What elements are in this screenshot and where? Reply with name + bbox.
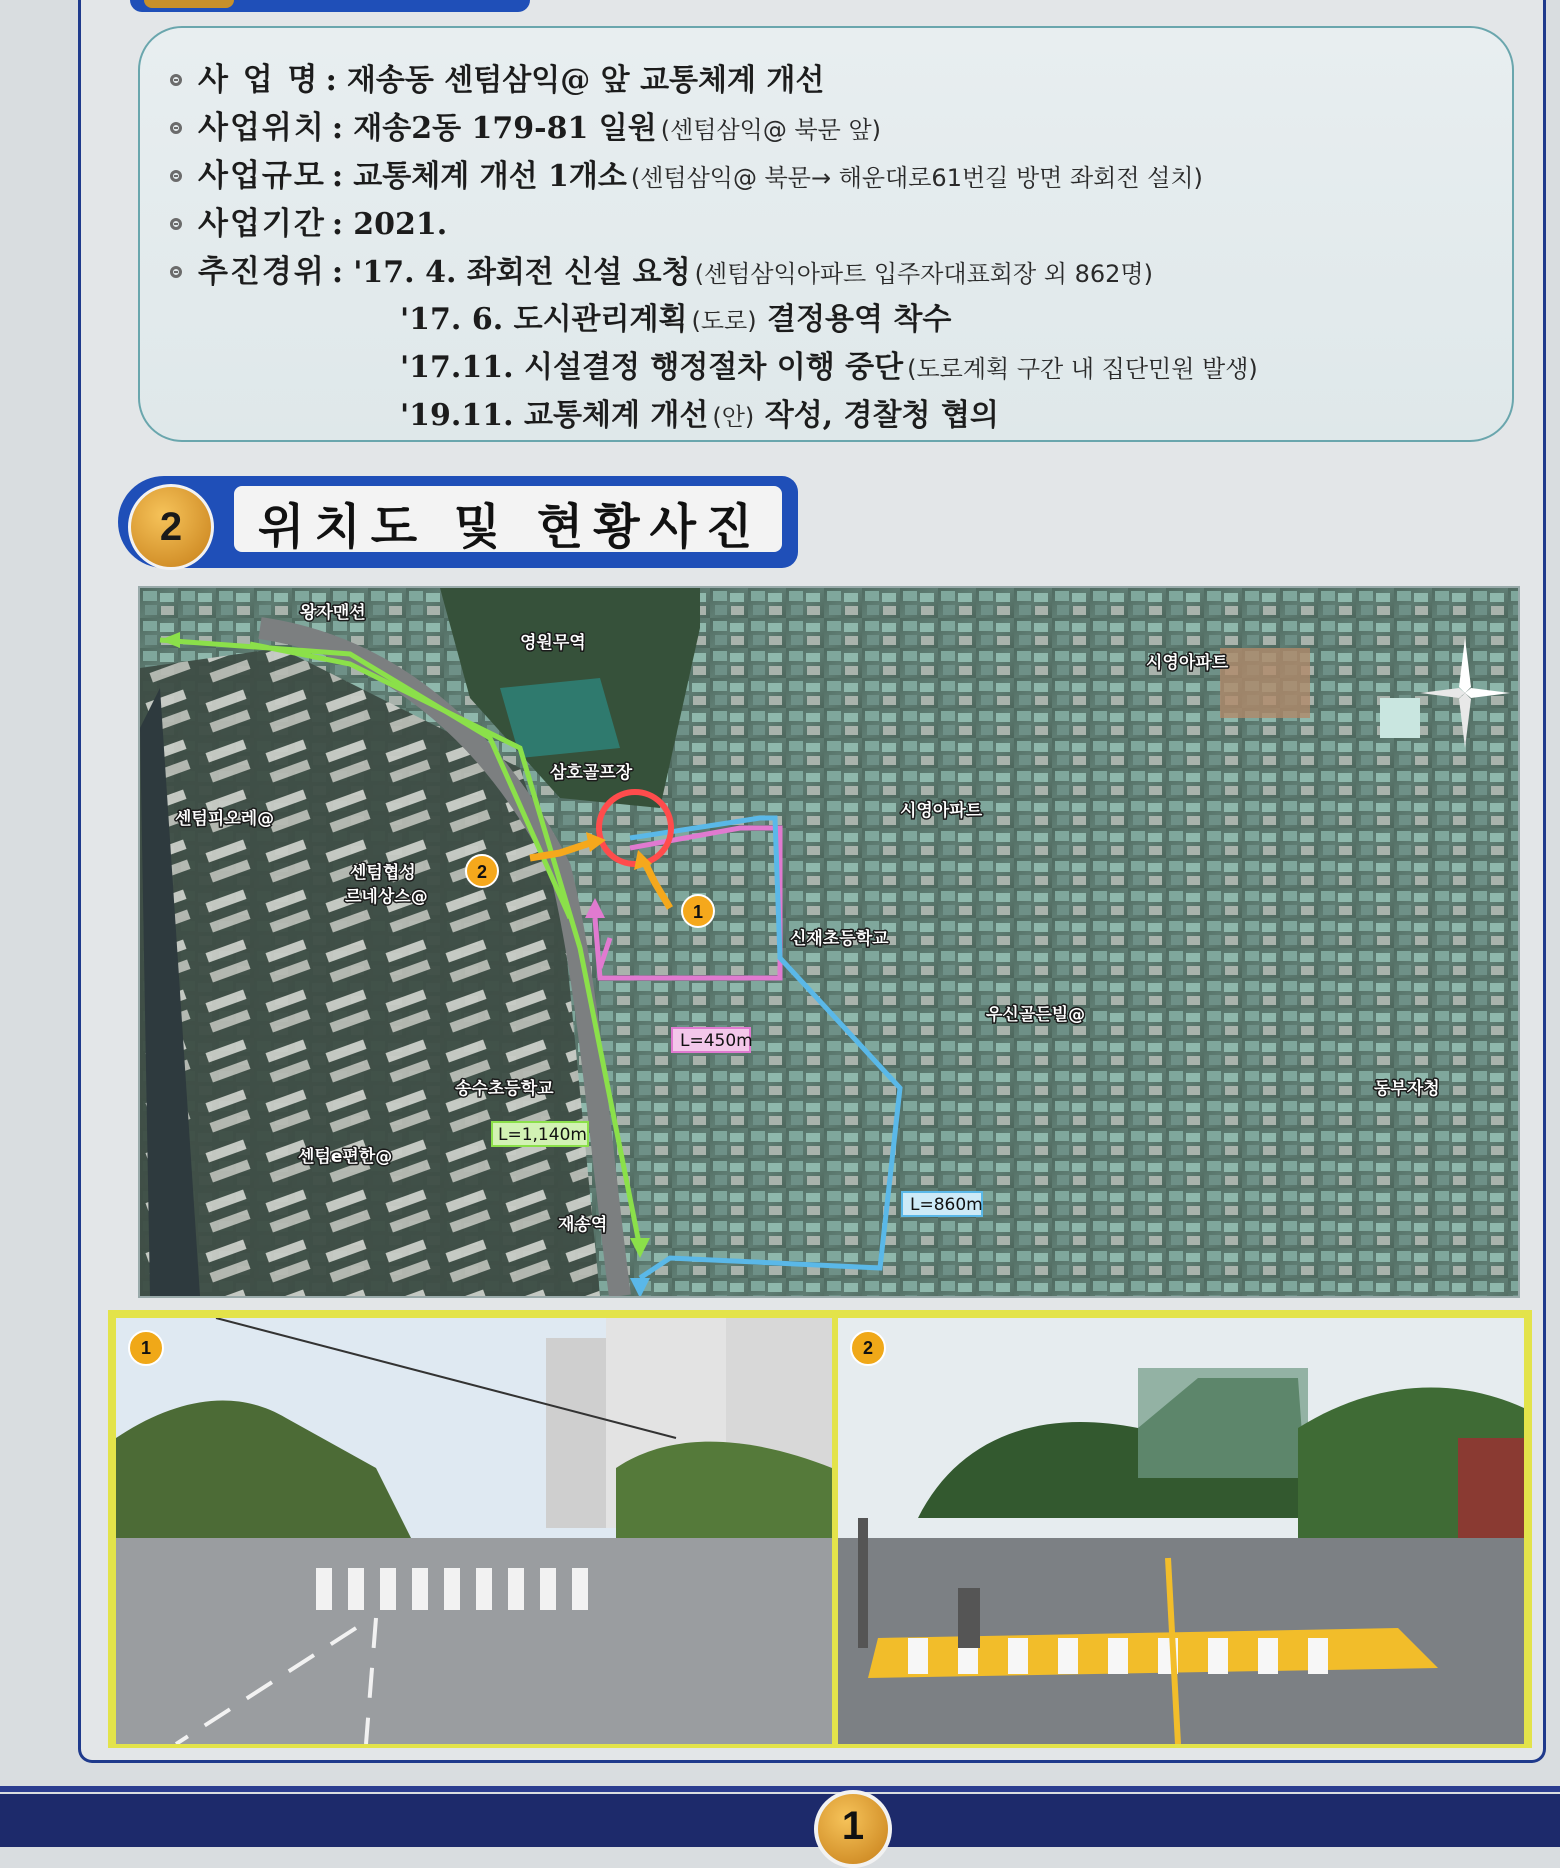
history-note: (안)	[712, 403, 755, 431]
history-note: (도로계획 구간 내 집단민원 발생)	[907, 355, 1258, 383]
history-value: '17.11. 시설결정 행정절차 이행 중단	[400, 350, 904, 385]
place-label: 신재초등학교	[790, 929, 889, 949]
section-header	[118, 476, 798, 568]
photo-1-badge: 1	[128, 1330, 164, 1366]
colon: :	[325, 62, 337, 98]
history-value: '19.11. 교통체계 개선	[400, 398, 709, 433]
row-note: (센텀삼익@ 북문→ 해운대로61번길 방면 좌회전 설치)	[630, 164, 1203, 192]
section-title: 위치도 및 현황사진	[258, 499, 763, 555]
place-label: 동부자청	[1374, 1079, 1440, 1099]
site-photo-1	[116, 1318, 832, 1744]
row-label: 사업기간	[198, 206, 326, 242]
project-overview-box	[138, 26, 1514, 442]
street-photo-image	[116, 1318, 832, 1744]
bullet-icon	[170, 218, 182, 230]
colon: :	[331, 110, 344, 146]
previous-section-tab	[130, 0, 530, 12]
bullet-icon	[170, 74, 182, 86]
history-value: 작성, 경찰청 협의	[754, 398, 999, 433]
route-length-label: L=450m	[680, 1031, 753, 1051]
history-item	[400, 390, 999, 434]
overview-row-location	[170, 102, 881, 147]
place-label: 송수초등학교	[455, 1079, 554, 1099]
history-value: 결정용역 착수	[756, 302, 952, 337]
colon: :	[331, 254, 344, 290]
marker-1-label: 1	[692, 902, 704, 922]
location-map	[138, 586, 1520, 1298]
footer-bar	[0, 1794, 1560, 1847]
place-label: 시영아파트	[900, 801, 983, 821]
footer-line	[0, 1786, 1560, 1792]
bullet-icon	[170, 170, 182, 182]
overview-row-history	[170, 246, 1153, 291]
place-label: 왕자맨션	[300, 603, 366, 623]
page-number: 1	[814, 1790, 892, 1868]
bullet-icon	[170, 266, 182, 278]
row-label: 사 업 명	[198, 62, 320, 98]
place-label: 우신골든빌@	[986, 1005, 1086, 1025]
colon: :	[331, 158, 344, 194]
marker-2-label: 2	[476, 862, 488, 882]
place-label: 르네상스@	[345, 887, 428, 907]
row-label: 사업위치	[198, 110, 326, 146]
row-note: (센텀삼익아파트 입주자대표회장 외 862명)	[694, 260, 1153, 288]
row-value: 2021.	[353, 207, 448, 242]
row-value: 재송2동 179-81 일원	[353, 111, 657, 146]
history-value: '17. 6. 도시관리계획	[400, 302, 688, 337]
history-note: (도로)	[691, 307, 757, 335]
place-label: 센텀e편한@	[298, 1147, 393, 1167]
school-field	[1220, 648, 1310, 718]
row-value: 재송동 센텀삼익@ 앞 교통체계 개선	[346, 63, 825, 98]
place-label: 센텀협성	[350, 863, 416, 883]
overview-row-scale	[170, 150, 1203, 195]
row-label: 추진경위	[198, 254, 326, 290]
section-number-badge: 2	[128, 484, 214, 570]
row-label: 사업규모	[198, 158, 326, 194]
route-length-label: L=1,140m	[498, 1125, 587, 1145]
route-length-label: L=860m	[910, 1195, 983, 1215]
intersection-photo-image	[838, 1318, 1524, 1744]
site-photo-2	[838, 1318, 1524, 1744]
building	[1380, 698, 1420, 738]
place-label: 영원무역	[520, 633, 586, 653]
row-value: 교통체계 개선 1개소	[353, 159, 627, 194]
place-label: 시영아파트	[1146, 653, 1229, 673]
history-item	[400, 294, 951, 338]
overview-row-name	[170, 54, 828, 99]
aerial-map-image	[140, 588, 1518, 1296]
site-photos-panel	[108, 1310, 1532, 1748]
photo-2-badge: 2	[850, 1330, 886, 1366]
row-value: '17. 4. 좌회전 신설 요청	[353, 255, 691, 290]
colon: :	[331, 206, 344, 242]
place-label: 삼호골프장	[550, 763, 633, 783]
bullet-icon	[170, 122, 182, 134]
place-label: 센텀피오레@	[175, 809, 275, 829]
overview-row-period	[170, 198, 451, 243]
history-item	[400, 342, 1258, 386]
place-label: 재송역	[558, 1215, 608, 1235]
row-note: (센텀삼익@ 북문 앞)	[660, 116, 882, 144]
